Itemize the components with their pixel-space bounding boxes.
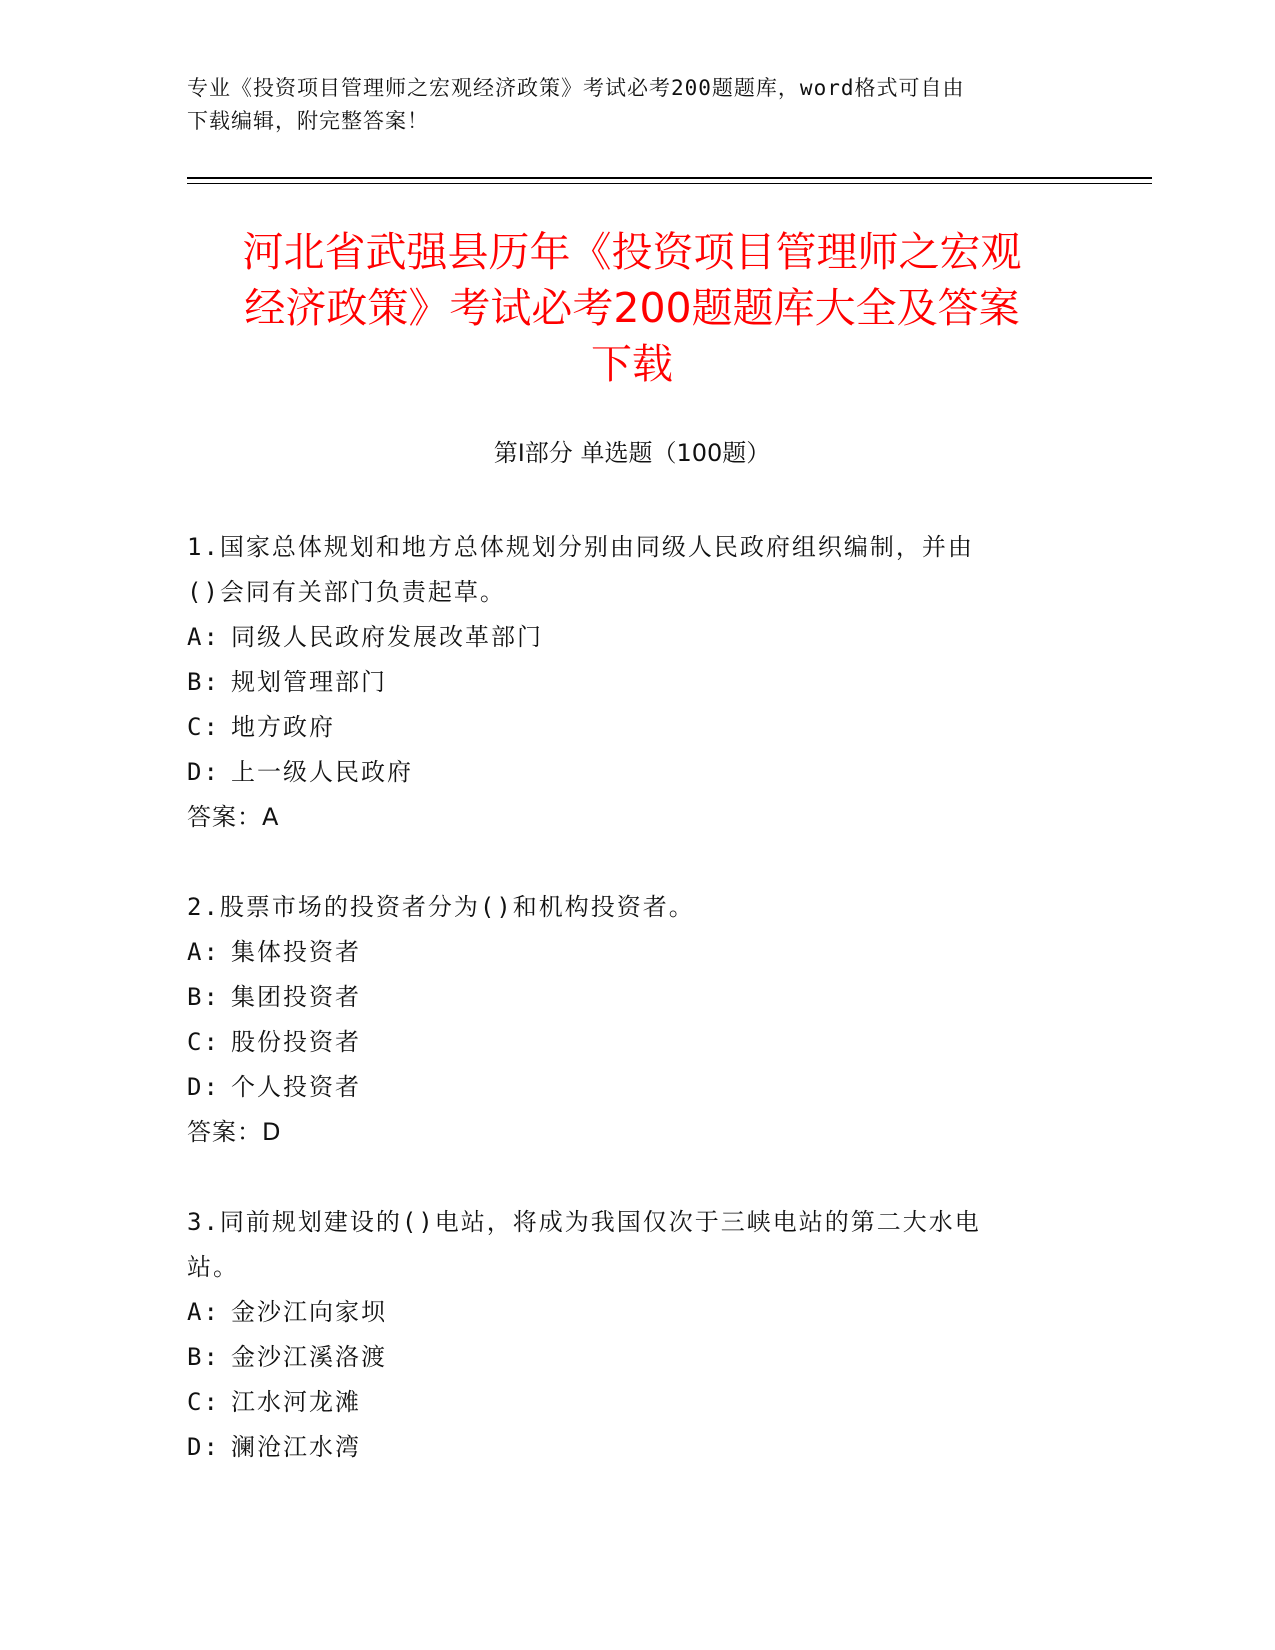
option-text: 集体投资者 (231, 938, 361, 966)
option-text: 地方政府 (231, 713, 335, 741)
header-note-line: 下载编辑，附完整答案！ (187, 109, 429, 133)
option-key: B: (187, 983, 220, 1011)
option-text: 金沙江向家坝 (231, 1298, 387, 1326)
question-text: 1.国家总体规划和地方总体规划分别由同级人民政府组织编制，并由 (187, 533, 974, 561)
option-text: 江水河龙滩 (231, 1388, 361, 1416)
header-note-line: 专业《投资项目管理师之宏观经济政策》考试必考200题题库，word格式可自由 (187, 76, 965, 100)
option-b (187, 1335, 1087, 1380)
option-key: B: (187, 668, 220, 696)
question-3 (187, 1200, 1087, 1470)
option-d (187, 1065, 1087, 1110)
option-b (187, 660, 1087, 705)
option-c (187, 1020, 1087, 1065)
question-list (187, 525, 1087, 1515)
answer: 答案：A (187, 803, 280, 831)
option-key: D: (187, 1433, 220, 1461)
document-title-line: 经济政策》考试必考200题题库大全及答案 (244, 284, 1020, 332)
option-text: 澜沧江水湾 (231, 1433, 361, 1461)
option-a (187, 1290, 1087, 1335)
option-d (187, 750, 1087, 795)
question-text: 3.同前规划建设的()电站，将成为我国仅次于三峡电站的第二大水电 (187, 1208, 981, 1236)
answer: 答案：D (187, 1118, 282, 1146)
option-text: 个人投资者 (231, 1073, 361, 1101)
option-key: C: (187, 1388, 220, 1416)
option-a (187, 930, 1087, 975)
question-text: ()会同有关部门负责起草。 (187, 578, 506, 606)
option-d (187, 1425, 1087, 1470)
header-divider-thin (187, 183, 1152, 184)
option-key: C: (187, 713, 220, 741)
question-text: 站。 (187, 1253, 239, 1281)
option-text: 上一级人民政府 (231, 758, 413, 786)
option-key: B: (187, 1343, 220, 1371)
option-c (187, 1380, 1087, 1425)
header-divider-thick (187, 177, 1152, 179)
option-key: A: (187, 623, 220, 651)
header-note (187, 72, 1067, 138)
question-1 (187, 525, 1087, 840)
question-2 (187, 885, 1087, 1155)
option-a (187, 615, 1087, 660)
option-text: 集团投资者 (231, 983, 361, 1011)
option-text: 金沙江溪洛渡 (231, 1343, 387, 1371)
option-b (187, 975, 1087, 1020)
document-title-line: 河北省武强县历年《投资项目管理师之宏观 (242, 228, 1022, 276)
option-text: 股份投资者 (231, 1028, 361, 1056)
section-title: 第I部分 单选题（100题） (493, 439, 771, 467)
question-text: 2.股票市场的投资者分为()和机构投资者。 (187, 893, 695, 921)
option-key: A: (187, 1298, 220, 1326)
option-key: D: (187, 758, 220, 786)
option-key: D: (187, 1073, 220, 1101)
document-title (187, 224, 1077, 392)
option-key: A: (187, 938, 220, 966)
option-key: C: (187, 1028, 220, 1056)
document-title-line: 下载 (591, 340, 673, 388)
option-text: 同级人民政府发展改革部门 (231, 623, 543, 651)
option-text: 规划管理部门 (231, 668, 387, 696)
option-c (187, 705, 1087, 750)
